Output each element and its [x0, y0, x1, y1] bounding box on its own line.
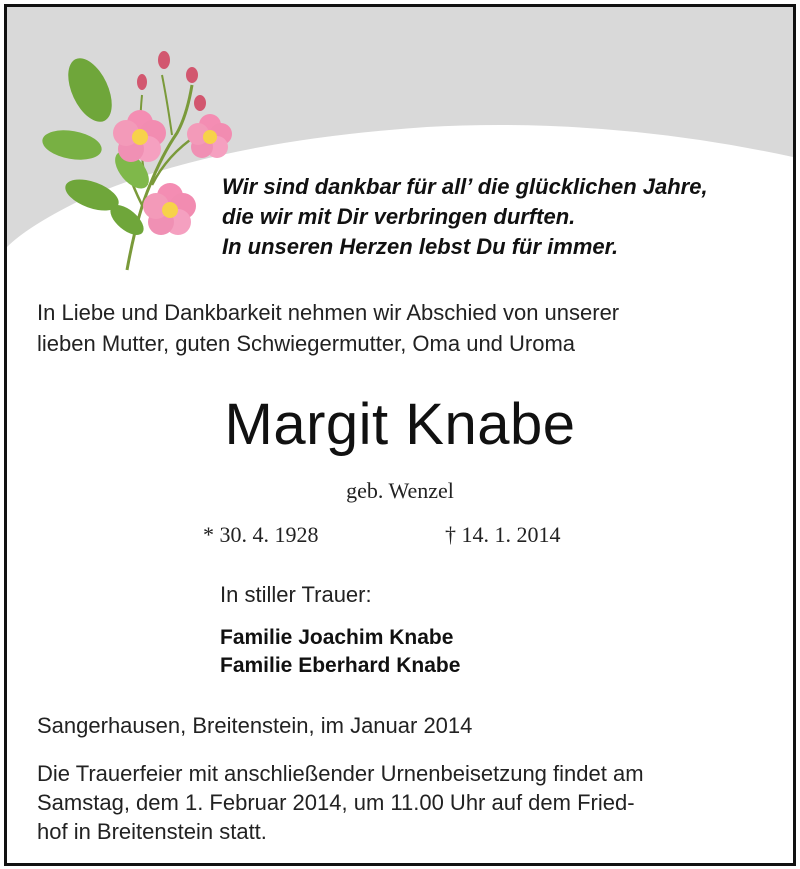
family-list	[220, 624, 460, 680]
notice-line: Die Trauerfeier mit anschließender Urnenbeisetzung findet am	[37, 761, 644, 786]
intro-text	[37, 297, 777, 359]
notice-line: Samstag, dem 1. Februar 2014, um 11.00 Uhr auf dem Fried-	[37, 790, 635, 815]
quote-line: Wir sind dankbar für all’ die glücklichen Jahre,	[222, 174, 708, 199]
intro-line: lieben Mutter, guten Schwiegermutter, Oma und Uroma	[37, 331, 576, 356]
mourning-heading: In stiller Trauer:	[220, 582, 372, 607]
death-date: † 14. 1. 2014	[445, 522, 561, 547]
maiden-name: geb. Wenzel	[346, 478, 454, 503]
notice-line: hof in Breitenstein statt.	[37, 819, 267, 844]
family-name: Familie Joachim Knabe	[220, 626, 454, 649]
quote-line: die wir mit Dir verbringen durften.	[222, 204, 576, 229]
memorial-quote	[222, 172, 782, 262]
wild-rose-flower-icon	[32, 45, 242, 275]
birth-date: * 30. 4. 1928	[203, 522, 319, 547]
funeral-notice	[37, 759, 777, 846]
quote-line: In unseren Herzen lebst Du für immer.	[222, 234, 619, 259]
intro-line: In Liebe und Dankbarkeit nehmen wir Abschied von unserer	[37, 300, 620, 325]
family-name: Familie Eberhard Knabe	[220, 654, 461, 677]
obituary-frame	[4, 4, 796, 866]
deceased-name: Margit Knabe	[224, 392, 576, 457]
place-date: Sangerhausen, Breitenstein, im Januar 2014	[37, 713, 473, 738]
